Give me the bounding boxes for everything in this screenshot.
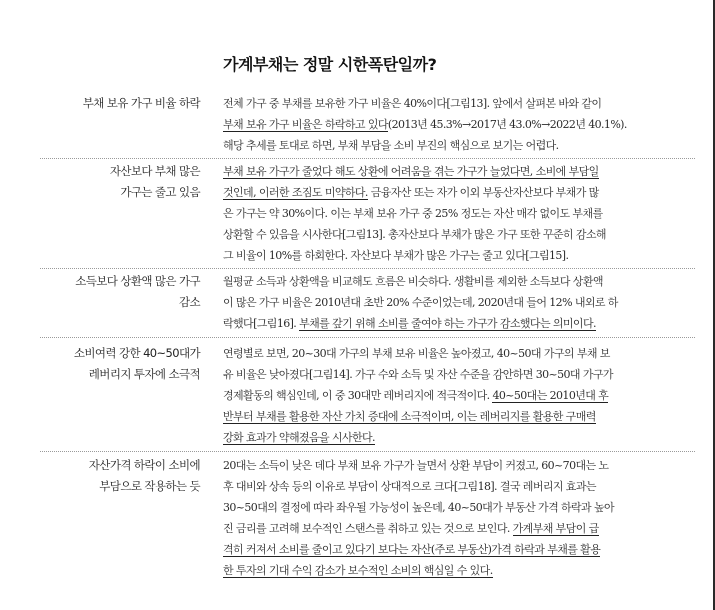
side-heading-line: 자산보다 부채 많은 (109, 164, 200, 178)
body-line: 월평균 소득과 상환액을 비교해도 흐름은 비슷하다. 생활비를 제외한 소득보다 상환액 (223, 275, 603, 288)
side-heading (40, 343, 200, 385)
body-line: 강화 효과가 약해졌음을 시사한다. (223, 431, 375, 444)
side-heading (40, 161, 200, 203)
body-line: 한 투자의 기대 수익 감소가 보수적인 소비의 핵심일 수 있다. (223, 564, 493, 577)
section-divider (40, 158, 695, 159)
section-divider (40, 268, 695, 269)
page-title: 가계부채는 정말 시한폭탄일까? (223, 55, 437, 74)
body-line: 전체 가구 중 부채를 보유한 가구 비율은 40%이다[그림13]. 앞에서 살펴본 바와 같이 (223, 97, 602, 110)
body-line: 것인데, 이러한 조짐도 미약하다. 금융자산 또는 자가 이외 부동산자산보다 부채가 많 (223, 186, 599, 199)
side-heading-line: 부채 보유 가구 비율 하락 (82, 96, 200, 110)
body-line: 30~50대의 결정에 따라 좌우될 가능성이 높은데, 40~50대가 부동산 가격 하락과 높아 (223, 501, 615, 514)
side-heading-line: 감소 (178, 295, 200, 309)
body-line: 진 금리를 고려해 보수적인 스탠스를 취하고 있는 것으로 보인다. 가계부채 부담이 급 (223, 522, 599, 535)
side-heading (40, 455, 200, 497)
body-line: 경제활동의 핵심인데, 이 중 30대만 레버리지에 적극적이다. 40~50대는 2010년대 후 (223, 389, 609, 402)
section-divider (40, 337, 695, 338)
body-line: 상환할 수 있음을 시사한다[그림13]. 총자산보다 부채가 많은 가구 또한 꾸준히 감소해 (223, 228, 606, 241)
section-divider (40, 451, 695, 452)
section-body (223, 455, 695, 581)
section-body (223, 271, 695, 334)
body-line: 부채 보유 가구가 줄었다 해도 상환에 어려움을 겪는 가구가 늘었다면, 소비에 부담일 (223, 165, 599, 178)
body-line: 후 대비와 상속 등의 이유로 부담이 상대적으로 크다[그림18]. 결국 레버리지 효과는 (223, 480, 596, 493)
body-line: 20대는 소득이 낮은 데다 부채 보유 가구가 늘면서 상환 부담이 커졌고, 60~70대는 노 (223, 459, 609, 472)
side-heading (40, 271, 200, 313)
body-line: 그 비율이 10%를 하회한다. 자산보다 부채가 많은 가구는 줄고 있다[그림15]. (223, 249, 569, 262)
section-body (223, 93, 695, 156)
section-body (223, 343, 695, 448)
body-line: 은 가구는 약 30%이다. 이는 부채 보유 가구 중 25% 정도는 자산 매각 없이도 부채를 (223, 207, 603, 220)
body-line: 락했다[그림16]. 부채를 갚기 위해 소비를 줄여야 하는 가구가 감소했다는 의미이다. (223, 317, 596, 330)
side-heading-line: 레버리지 투자에 소극적 (88, 367, 200, 381)
body-line: 부채 보유 가구 비율은 하락하고 있다(2013년 45.3%→2017년 43.0%→2022년 40.1%). (223, 118, 627, 131)
side-heading-line: 가구는 줄고 있음 (120, 185, 200, 199)
body-line: 해당 추세를 토대로 하면, 부채 부담을 소비 부진의 핵심으로 보기는 어렵다. (223, 139, 559, 152)
body-line: 이 많은 가구 비율은 2010년대 초반 20% 수준이었는데, 2020년대 들어 12% 내외로 하 (223, 296, 618, 309)
body-line: 연령별로 보면, 20~30대 가구의 부채 보유 비율은 높아졌고, 40~50대 가구의 부채 보 (223, 347, 610, 360)
side-heading-line: 소비여력 강한 40~50대가 (73, 346, 200, 360)
side-heading-line: 자산가격 하락이 소비에 (88, 458, 200, 472)
body-line: 유 비율은 낮아졌다[그림14]. 가구 수와 소득 및 자산 수준을 감안하면 30~50대 가구가 (223, 368, 613, 381)
side-heading-line: 부담으로 작용하는 듯 (99, 479, 200, 493)
body-line: 반부터 부채를 활용한 자산 가치 증대에 소극적이며, 이는 레버리지를 활용한 구매력 (223, 410, 596, 423)
body-line: 격히 커져서 소비를 줄이고 있다기 보다는 자산(주로 부동산)가격 하락과 부채를 활용 (223, 543, 601, 556)
section-body (223, 161, 695, 266)
side-heading-line: 소득보다 상환액 많은 가구 (75, 274, 200, 288)
side-heading (40, 93, 200, 114)
